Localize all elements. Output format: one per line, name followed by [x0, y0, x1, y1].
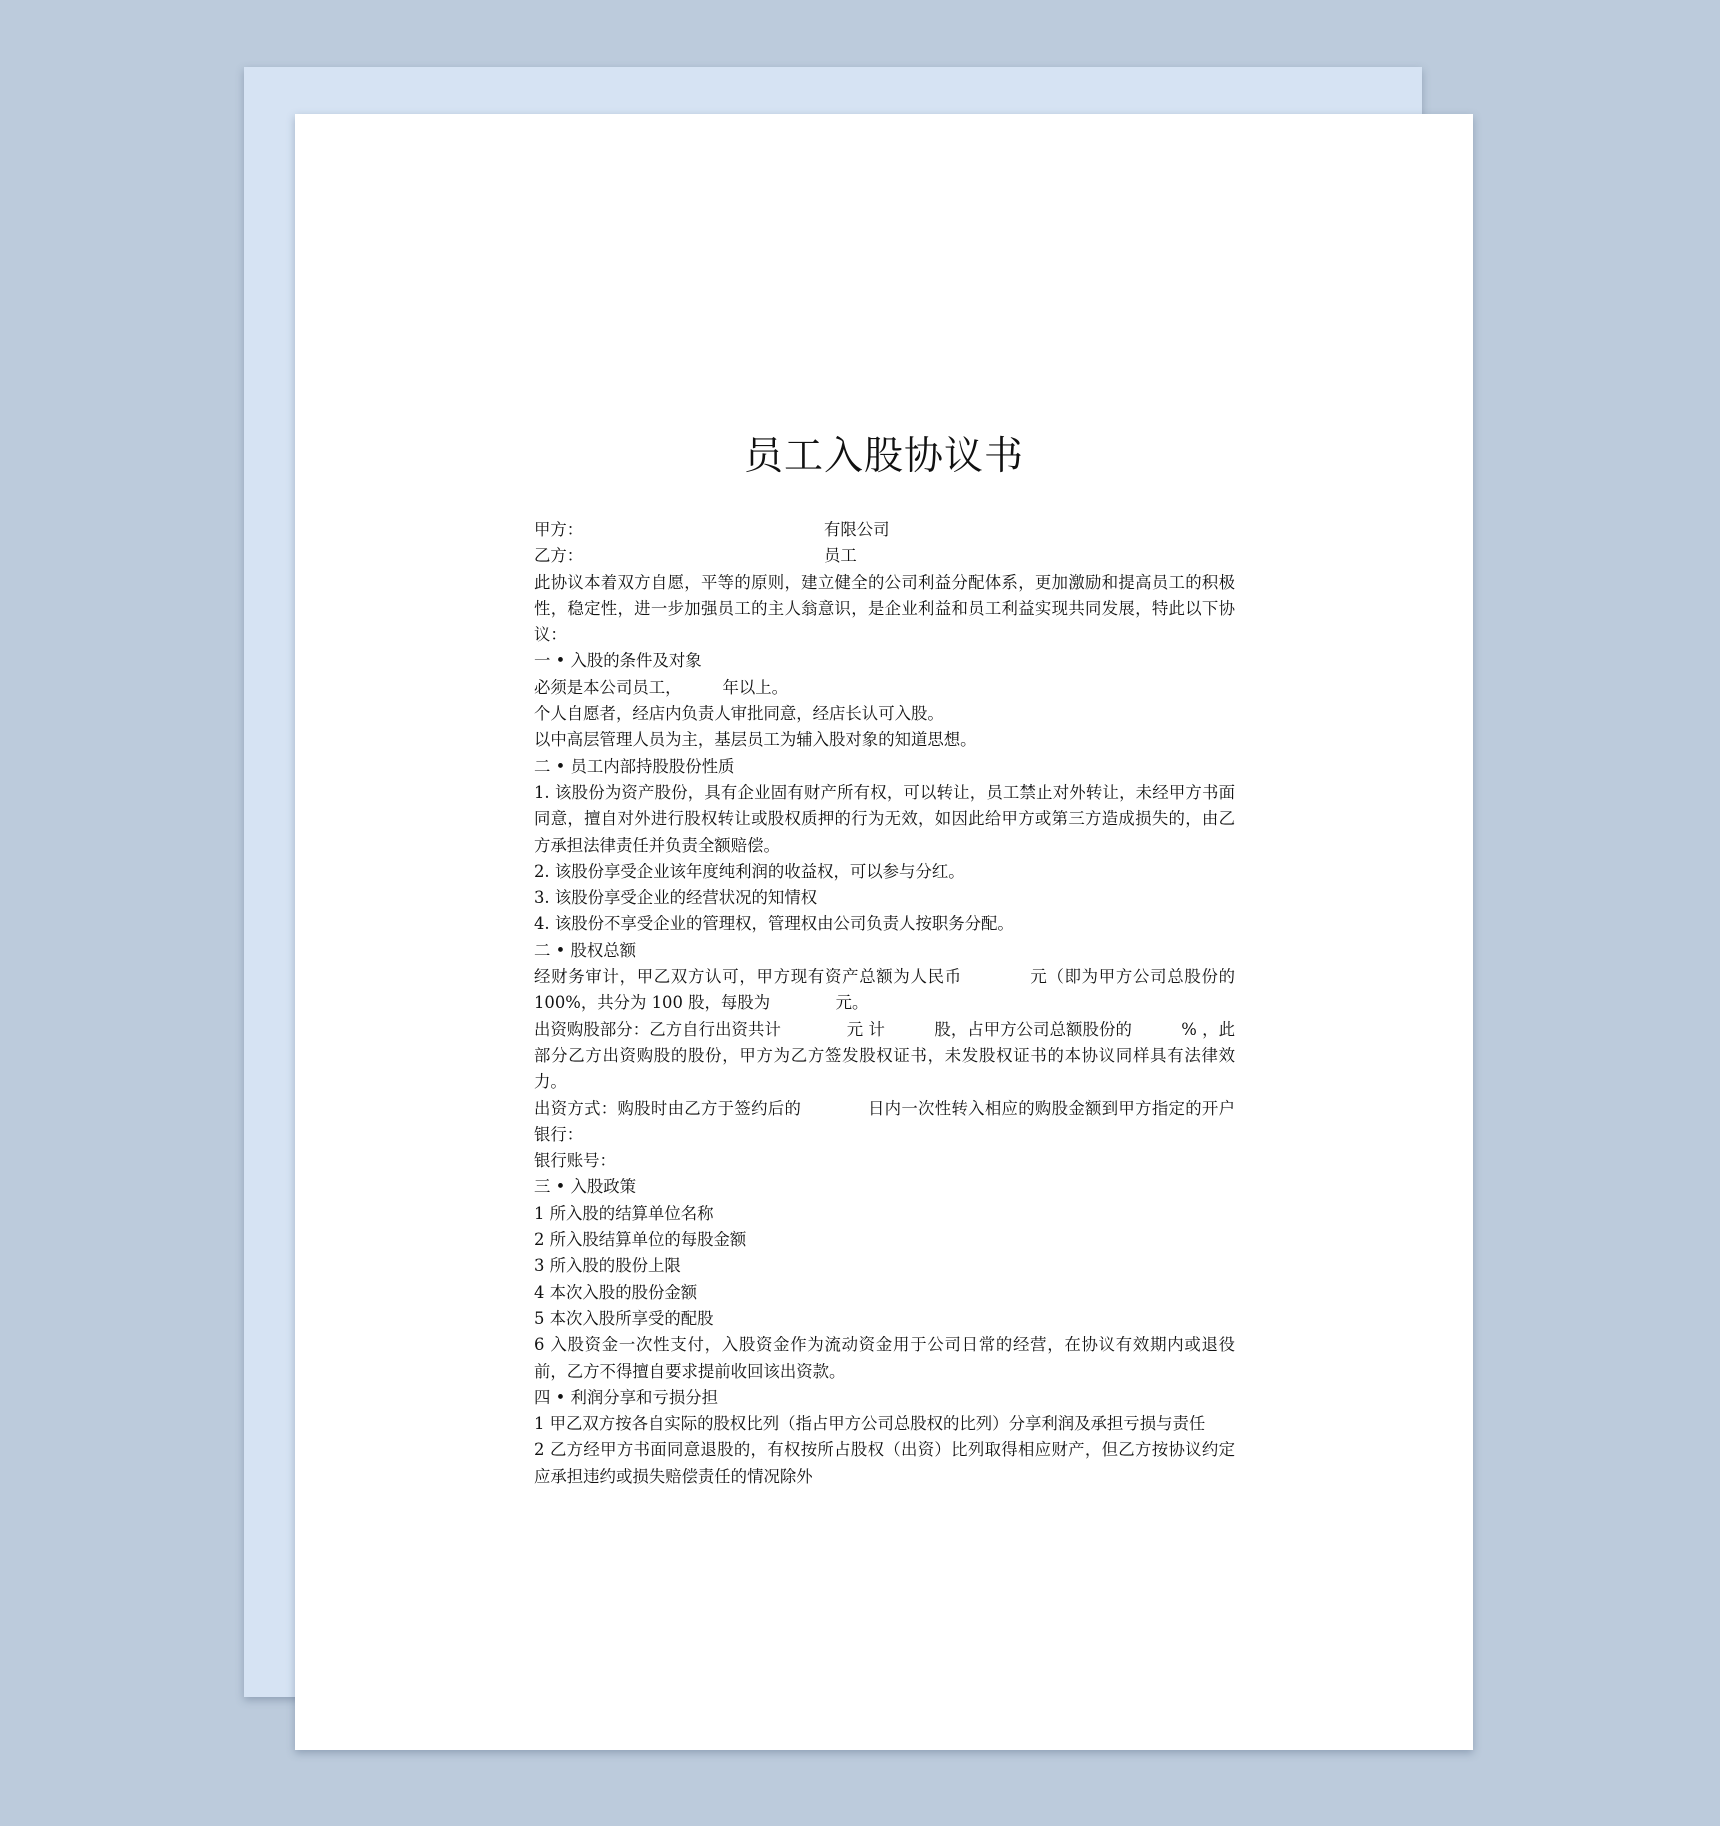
- paragraph: 出资购股部分：乙方自行出资共计 元 计 股，占甲方公司总额股份的 % ，此部分乙方出资购股的股份，甲方为乙方签发股权证书，未发股权证书的本协议同样具有法律效力。: [534, 1019, 1235, 1092]
- paragraph: 以中高层管理人员为主，基层员工为辅入股对象的知道思想。: [534, 730, 977, 750]
- list-item: 1 甲乙双方按各自实际的股权比列（指占甲方公司总股权的比列）分享利润及承担亏损与责任: [534, 1414, 1206, 1434]
- paragraph: 必须是本公司员工， 年以上。: [534, 677, 789, 697]
- list-item: 3 所入股的股份上限: [534, 1256, 681, 1276]
- list-item: 6 入股资金一次性支付，入股资金作为流动资金用于公司日常的经营，在协议有效期内或退役前，乙方不得擅自要求提前收回该出资款。: [534, 1335, 1235, 1381]
- party-a-value: 有限公司: [824, 520, 890, 539]
- document-page: [295, 114, 1473, 1750]
- list-item: 1 所入股的结算单位名称: [534, 1203, 714, 1223]
- section-heading-4: 三 • 入股政策: [534, 1177, 637, 1197]
- intro-paragraph: 此协议本着双方自愿，平等的原则，建立健全的公司利益分配体系，更加激励和提高员工的积极性，稳定性，进一步加强员工的主人翁意识，是企业利益和员工利益实现共同发展，特此以下协议：: [534, 572, 1235, 645]
- list-item: 2. 该股份享受企业该年度纯利润的收益权，可以参与分红。: [534, 861, 965, 881]
- list-item: 2 所入股结算单位的每股金额: [534, 1230, 747, 1250]
- section-heading-2: 二 • 员工内部持股股份性质: [534, 756, 735, 776]
- party-b-line: [534, 543, 1235, 569]
- section-heading-3: 二 • 股权总额: [534, 940, 637, 960]
- paragraph: 个人自愿者，经店内负责人审批同意，经店长认可入股。: [534, 704, 944, 724]
- document-body: [534, 517, 1235, 1490]
- list-item: 5 本次入股所享受的配股: [534, 1308, 714, 1328]
- party-b-label: 乙方：: [534, 546, 584, 566]
- paragraph: 出资方式：购股时由乙方于签约后的 日内一次性转入相应的购股金额到甲方指定的开户银行：: [534, 1098, 1235, 1144]
- section-heading-1: 一 • 入股的条件及对象: [534, 651, 702, 671]
- list-item: 4. 该股份不享受企业的管理权，管理权由公司负责人按职务分配。: [534, 914, 1014, 934]
- party-b-value: 员工: [824, 546, 857, 566]
- party-a-line: [534, 517, 1235, 543]
- section-heading-5: 四 • 利润分享和亏损分担: [534, 1387, 718, 1407]
- list-item: 1. 该股份为资产股份，具有企业固有财产所有权，可以转让，员工禁止对外转让，未经甲方书面同意，擅自对外进行股权转让或股权质押的行为无效，如因此给甲方或第三方造成损失的，由乙方承担法律责任并负责全额赔偿。: [534, 782, 1235, 855]
- list-item: 4 本次入股的股份金额: [534, 1282, 698, 1302]
- document-title: 员工入股协议书: [743, 434, 1024, 479]
- list-item: 3. 该股份享受企业的经营状况的知情权: [534, 888, 818, 908]
- party-a-label: 甲方：: [534, 520, 584, 539]
- paragraph: 银行账号：: [534, 1151, 616, 1171]
- paragraph: 经财务审计，甲乙双方认可，甲方现有资产总额为人民币 元（即为甲方公司总股份的 100%，共分为 100 股，每股为 元。: [534, 967, 1235, 1013]
- list-item: 2 乙方经甲方书面同意退股的，有权按所占股权（出资）比列取得相应财产，但乙方按协议约定应承担违约或损失赔偿责任的情况除外: [534, 1440, 1235, 1486]
